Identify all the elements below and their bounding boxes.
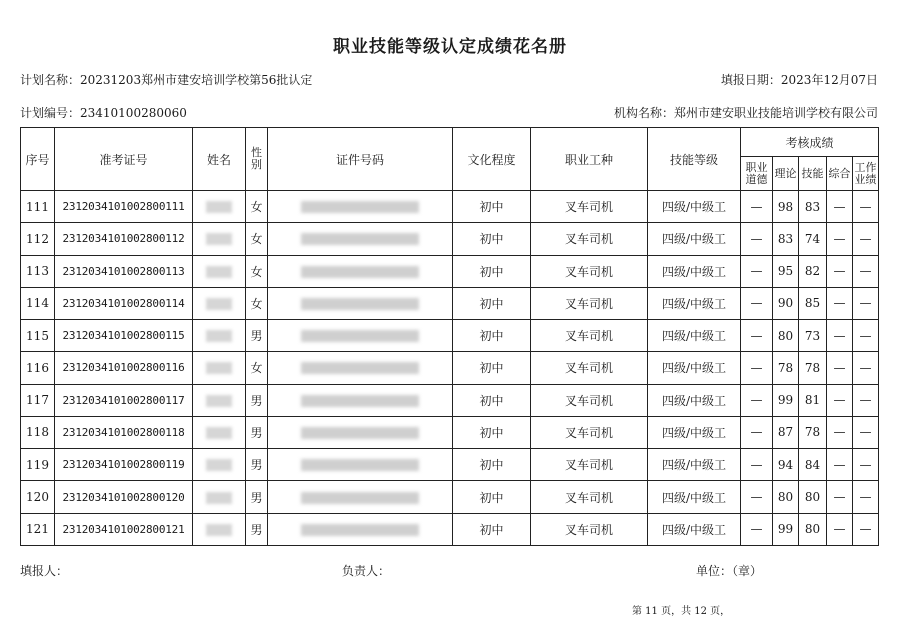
redacted-name [206,459,232,471]
performance-cell: — [853,449,879,481]
name-cell [193,449,246,481]
footer-responsible: 负责人： [342,564,391,578]
redacted-name [206,266,232,278]
header-id-no: 证件号码 [268,128,453,191]
id-no-cell [268,223,453,255]
plan-name: 计划名称：20231203郑州市建安培训学校第56批认定 [20,73,313,87]
comprehensive-cell: — [827,287,853,319]
theory-cell: 78 [773,352,799,384]
occupation-cell: 叉车司机 [531,481,648,513]
level-cell: 四级/中级工 [648,287,741,319]
header-level: 技能等级 [648,128,741,191]
education-cell: 初中 [453,449,531,481]
exam-no-cell: 231203410100280011​1 [55,191,193,223]
skill-cell: 85 [799,287,827,319]
occupation-cell: 叉车司机 [531,191,648,223]
level-cell: 四级/中级工 [648,255,741,287]
redacted-name [206,330,232,342]
gender-cell: 男 [246,449,268,481]
performance-cell: — [853,513,879,545]
table-row [21,191,879,223]
redacted-name [206,524,232,536]
ethics-cell: — [741,481,773,513]
education-cell: 初中 [453,255,531,287]
comprehensive-cell: — [827,384,853,416]
skill-cell: 84 [799,449,827,481]
skill-cell: 74 [799,223,827,255]
gender-cell: 男 [246,513,268,545]
performance-cell: — [853,416,879,448]
level-cell: 四级/中级工 [648,513,741,545]
education-cell: 初中 [453,352,531,384]
comprehensive-cell: — [827,191,853,223]
occupation-cell: 叉车司机 [531,320,648,352]
page-info: 第 11 页，共 12 页， [632,606,731,617]
gender-cell: 男 [246,481,268,513]
occupation-cell: 叉车司机 [531,287,648,319]
level-cell: 四级/中级工 [648,384,741,416]
id-no-cell [268,513,453,545]
score-roster-table [20,127,879,546]
theory-cell: 99 [773,384,799,416]
education-cell: 初中 [453,513,531,545]
redacted-id [301,459,419,471]
comprehensive-cell: — [827,255,853,287]
theory-cell: 90 [773,287,799,319]
table-row [21,481,879,513]
education-cell: 初中 [453,320,531,352]
name-cell [193,416,246,448]
level-cell: 四级/中级工 [648,416,741,448]
seq-cell: 114 [21,287,55,319]
id-no-cell [268,416,453,448]
education-cell: 初中 [453,481,531,513]
occupation-cell: 叉车司机 [531,416,648,448]
level-cell: 四级/中级工 [648,449,741,481]
header-score-group: 考核成绩 [741,128,879,157]
performance-cell: — [853,255,879,287]
occupation-cell: 叉车司机 [531,513,648,545]
id-no-cell [268,287,453,319]
performance-cell: — [853,191,879,223]
skill-cell: 78 [799,416,827,448]
redacted-name [206,427,232,439]
performance-cell: — [853,223,879,255]
gender-cell: 男 [246,320,268,352]
ethics-cell: — [741,223,773,255]
education-cell: 初中 [453,191,531,223]
redacted-id [301,330,419,342]
redacted-name [206,395,232,407]
education-cell: 初中 [453,223,531,255]
theory-cell: 80 [773,320,799,352]
level-cell: 四级/中级工 [648,481,741,513]
comprehensive-cell: — [827,481,853,513]
performance-cell: — [853,384,879,416]
ethics-cell: — [741,352,773,384]
gender-cell: 女 [246,255,268,287]
level-cell: 四级/中级工 [648,352,741,384]
seq-cell: 115 [21,320,55,352]
comprehensive-cell: — [827,352,853,384]
ethics-cell: — [741,287,773,319]
name-cell [193,191,246,223]
header-performance: 工作业绩 [853,157,879,191]
skill-cell: 80 [799,481,827,513]
redacted-id [301,362,419,374]
header-occupation: 职业工种 [531,128,648,191]
table-row [21,223,879,255]
footer-filler: 填报人： [20,564,69,578]
footer-unit: 单位：（章） [696,564,763,578]
gender-cell: 女 [246,352,268,384]
redacted-name [206,201,232,213]
seq-cell: 118 [21,416,55,448]
id-no-cell [268,352,453,384]
skill-cell: 83 [799,191,827,223]
comprehensive-cell: — [827,416,853,448]
id-no-cell [268,255,453,287]
seq-cell: 111 [21,191,55,223]
redacted-name [206,233,232,245]
theory-cell: 80 [773,481,799,513]
redacted-name [206,492,232,504]
seq-cell: 116 [21,352,55,384]
occupation-cell: 叉车司机 [531,223,648,255]
seq-cell: 112 [21,223,55,255]
header-education: 文化程度 [453,128,531,191]
id-no-cell [268,449,453,481]
redacted-id [301,201,419,213]
exam-no-cell: 2312034101002800116 [55,352,193,384]
exam-no-cell: 2312034101002800119 [55,449,193,481]
seq-cell: 113 [21,255,55,287]
header-gender: 性别 [246,128,268,191]
occupation-cell: 叉车司机 [531,352,648,384]
occupation-cell: 叉车司机 [531,449,648,481]
redacted-id [301,524,419,536]
header-comprehensive: 综合 [827,157,853,191]
redacted-id [301,492,419,504]
ethics-cell: — [741,449,773,481]
name-cell [193,384,246,416]
name-cell [193,223,246,255]
gender-cell: 男 [246,416,268,448]
seq-cell: 119 [21,449,55,481]
comprehensive-cell: — [827,223,853,255]
name-cell [193,287,246,319]
name-cell [193,352,246,384]
exam-no-cell: 2312034101002800117 [55,384,193,416]
skill-cell: 81 [799,384,827,416]
theory-cell: 83 [773,223,799,255]
org-name: 机构名称：郑州市建安职业技能培训学校有限公司 [613,106,878,120]
ethics-cell: — [741,384,773,416]
id-no-cell [268,481,453,513]
header-name: 姓名 [193,128,246,191]
table-row [21,320,879,352]
table-row [21,287,879,319]
ethics-cell: — [741,255,773,287]
occupation-cell: 叉车司机 [531,255,648,287]
redacted-name [206,298,232,310]
theory-cell: 95 [773,255,799,287]
header-ethics: 职业道德 [741,157,773,191]
ethics-cell: — [741,416,773,448]
theory-cell: 99 [773,513,799,545]
ethics-cell: — [741,320,773,352]
seq-cell: 117 [21,384,55,416]
skill-cell: 80 [799,513,827,545]
performance-cell: — [853,481,879,513]
redacted-id [301,427,419,439]
id-no-cell [268,320,453,352]
theory-cell: 98 [773,191,799,223]
education-cell: 初中 [453,416,531,448]
header-skill: 技能 [799,157,827,191]
exam-no-cell: 2312034101002800112 [55,223,193,255]
occupation-cell: 叉车司机 [531,384,648,416]
education-cell: 初中 [453,287,531,319]
table-row [21,255,879,287]
exam-no-cell: 2312034101002800114 [55,287,193,319]
id-no-cell [268,191,453,223]
seq-cell: 121 [21,513,55,545]
gender-cell: 男 [246,384,268,416]
theory-cell: 94 [773,449,799,481]
table-row [21,513,879,545]
table-row [21,352,879,384]
header-exam-no: 准考证号 [55,128,193,191]
gender-cell: 女 [246,287,268,319]
ethics-cell: — [741,513,773,545]
table-row [21,416,879,448]
exam-no-cell: 2312034101002800113 [55,255,193,287]
level-cell: 四级/中级工 [648,223,741,255]
performance-cell: — [853,287,879,319]
comprehensive-cell: — [827,513,853,545]
level-cell: 四级/中级工 [648,320,741,352]
name-cell [193,513,246,545]
ethics-cell: — [741,191,773,223]
name-cell [193,481,246,513]
id-no-cell [268,384,453,416]
header-seq: 序号 [21,128,55,191]
plan-number: 计划编号：23410100280060 [20,106,187,120]
table-row [21,384,879,416]
redacted-id [301,233,419,245]
skill-cell: 73 [799,320,827,352]
fill-date: 填报日期：2023年12月07日 [720,73,878,87]
performance-cell: — [853,320,879,352]
theory-cell: 87 [773,416,799,448]
performance-cell: — [853,352,879,384]
seq-cell: 120 [21,481,55,513]
document-title: 职业技能等级认定成绩花名册 [333,37,567,57]
level-cell: 四级/中级工 [648,191,741,223]
skill-cell: 78 [799,352,827,384]
exam-no-cell: 2312034101002800118 [55,416,193,448]
gender-cell: 女 [246,191,268,223]
education-cell: 初中 [453,384,531,416]
redacted-name [206,362,232,374]
name-cell [193,320,246,352]
table-row [21,449,879,481]
exam-no-cell: 2312034101002800121 [55,513,193,545]
redacted-id [301,298,419,310]
redacted-id [301,266,419,278]
exam-no-cell: 2312034101002800120 [55,481,193,513]
comprehensive-cell: — [827,320,853,352]
comprehensive-cell: — [827,449,853,481]
name-cell [193,255,246,287]
header-theory: 理论 [773,157,799,191]
exam-no-cell: 2312034101002800115 [55,320,193,352]
redacted-id [301,395,419,407]
skill-cell: 82 [799,255,827,287]
gender-cell: 女 [246,223,268,255]
